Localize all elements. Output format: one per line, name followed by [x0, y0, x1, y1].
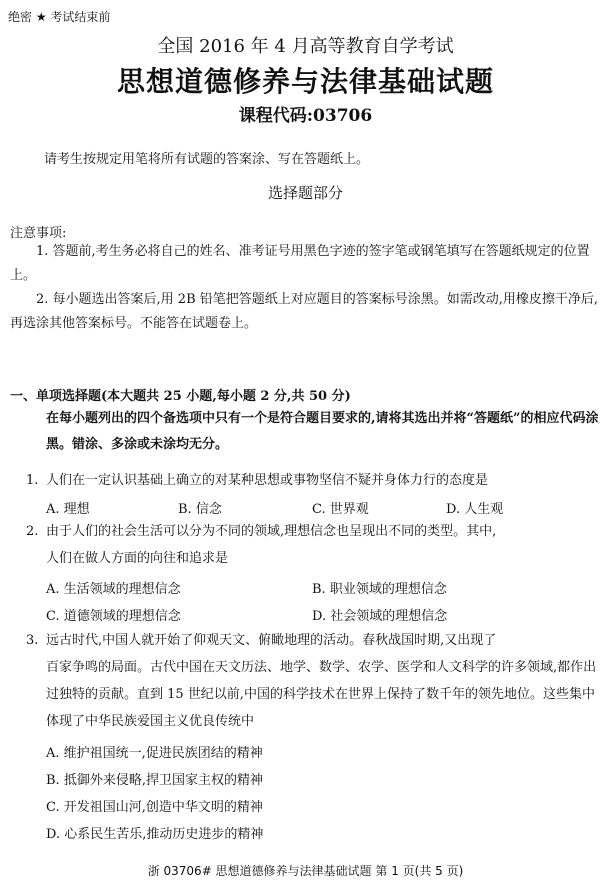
question-option: D. 心系民生苦乐,推动历史进步的精神 — [46, 827, 264, 842]
attention-title: 注意事项: — [10, 226, 67, 241]
question-option: C. 道德领域的理想信念 — [46, 609, 181, 624]
part-one-instruction: 在每小题列出的四个备选项中只有一个是符合题目要求的,请将其选出并将“答题纸”的相应代码涂黑。错涂、多涂或未涂均无分。 — [46, 411, 599, 452]
question-text: 远古时代,中国人就开始了仰观天文、俯瞰地理的活动。春秋战国时期,又出现了 — [46, 633, 497, 648]
question-option: B. 抵御外来侵略,捍卫国家主权的精神 — [46, 773, 263, 788]
answer-notice: 请考生按规定用笔将所有试题的答案涂、写在答题纸上。 — [44, 152, 370, 167]
question-number: 1. — [26, 473, 39, 488]
question-number: 2. — [26, 524, 39, 539]
question-text: 百家争鸣的局面。古代中国在天文历法、地学、数学、农学、医学和人文科学的许多领域,都作出过独特的贡献。直到 15 世纪以前,中国的科学技术在世界上保持了数千年的领先地位。这些集中体现了中华民族爱国主义优良传统中 — [46, 660, 597, 729]
question-option: D. 人生观 — [446, 502, 504, 517]
course-code: 课程代码:03706 — [238, 106, 373, 126]
question-option: A. 维护祖国统一,促进民族团结的精神 — [46, 746, 263, 761]
attention-item: 2. 每小题选出答案后,用 2B 铅笔把答题纸上对应题目的答案标号涂黑。如需改动,用橡皮擦干净后,再选涂其他答案标号。不能答在试题卷上。 — [10, 292, 599, 331]
question-option: D. 社会领域的理想信念 — [312, 609, 448, 624]
part-one-heading: 一、单项选择题(本大题共 25 小题,每小题 2 分,共 50 分) — [10, 389, 351, 404]
question-text: 人们在做人方面的向往和追求是 — [46, 551, 229, 566]
attention-item: 1. 答题前,考生务必将自己的姓名、准考证号用黑色字迹的签字笔或钢笔填写在答题纸规定的位置上。 — [10, 244, 590, 283]
confidentiality-mark: 绝密 ★ 考试结束前 — [8, 10, 111, 24]
question-text: 由于人们的社会生活可以分为不同的领域,理想信念也呈现出不同的类型。其中, — [46, 524, 497, 539]
question-option: C. 开发祖国山河,创造中华文明的精神 — [46, 800, 263, 815]
question-number: 3. — [26, 633, 39, 648]
question-option: B. 职业领域的理想信念 — [312, 582, 447, 597]
exam-title: 全国 2016 年 4 月高等教育自学考试 — [157, 36, 454, 57]
subject-title: 思想道德修养与法律基础试题 — [116, 65, 494, 98]
question-option: A. 理想 — [46, 502, 90, 517]
question-option: C. 世界观 — [312, 502, 369, 517]
question-option: A. 生活领域的理想信念 — [46, 582, 181, 597]
section-title: 选择题部分 — [267, 184, 343, 202]
question-text: 人们在一定认识基础上确立的对某种思想或事物坚信不疑并身体力行的态度是 — [46, 473, 489, 488]
question-option: B. 信念 — [178, 502, 222, 517]
page-footer: 浙 03706# 思想道德修养与法律基础试题 第 1 页(共 5 页) — [147, 864, 464, 878]
